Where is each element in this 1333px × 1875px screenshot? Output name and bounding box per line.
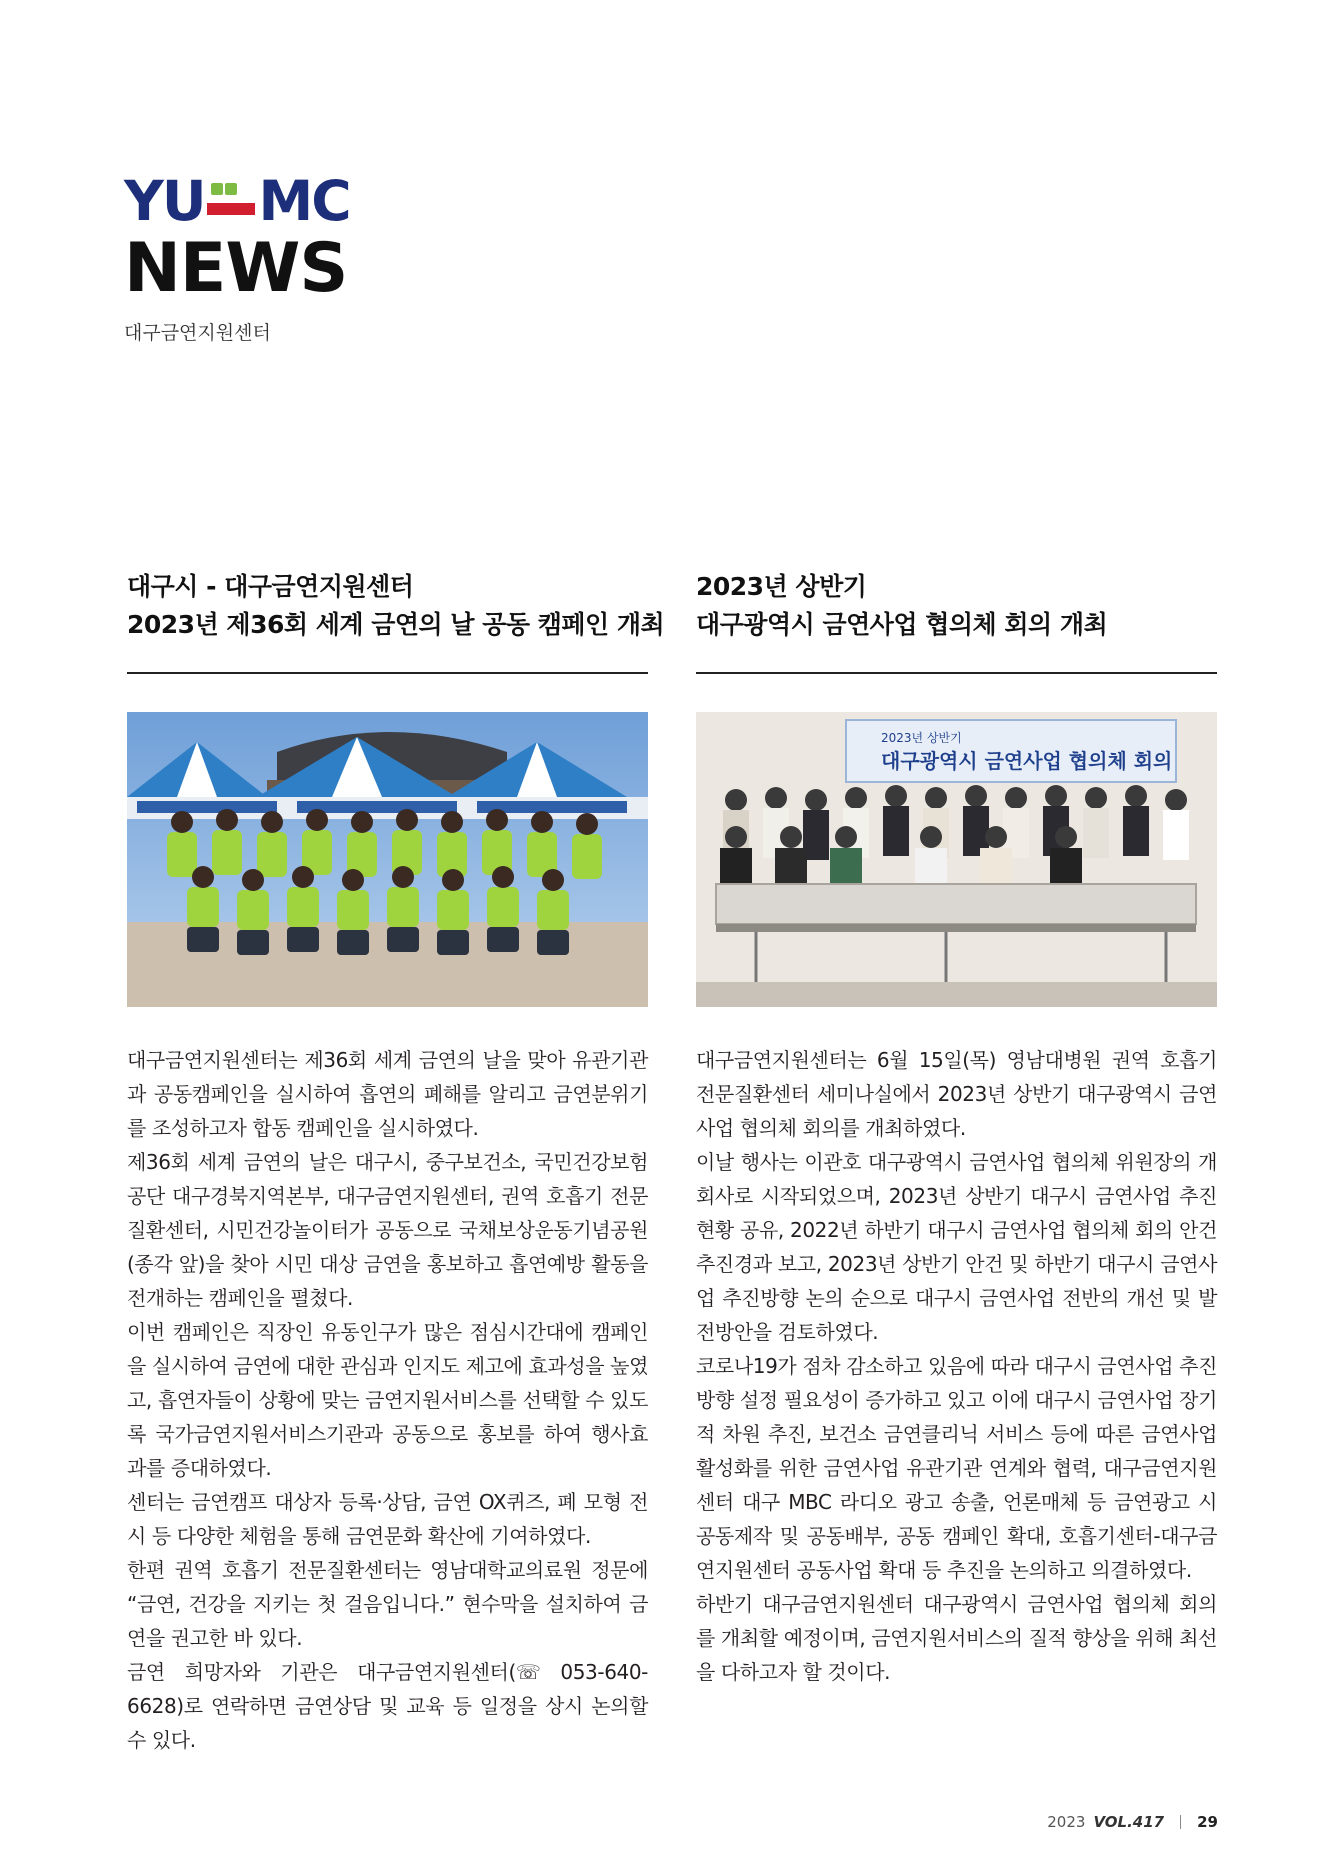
department-label: 대구금연지원센터 [124,322,271,344]
article-headline [696,568,1217,644]
headline-line-2: 2023년 제36회 세계 금연의 날 공동 캠페인 개최 [127,610,665,639]
footer-year: 2023 [1047,1813,1086,1831]
headline-line-1: 대구시 - 대구금연지원센터 [127,572,414,601]
article-council-meeting [696,568,1217,1689]
headline-divider [127,672,648,674]
article-paragraph: 대구금연지원센터는 제36회 세계 금연의 날을 맞아 유관기관과 공동캠페인을 실시하여 흡연의 폐해를 알리고 금연분위기를 조성하고자 합동 캠페인을 실시하였다. [127,1048,648,1140]
logo-text-yu: YU [124,169,205,233]
headline-line-2: 대구광역시 금연사업 협의체 회의 개최 [696,610,1108,639]
masthead-title: NEWS [124,229,348,308]
logo-cross-icon [207,179,255,223]
article-paragraph: 이날 행사는 이관호 대구광역시 금연사업 협의체 위원장의 개회사로 시작되었으며, 2023년 상반기 대구시 금연사업 추진 현황 공유, 2022년 하반기 대구시 금연사업 협의체 회의 안건 추진경과 보고, 2023년 상반기 안건 및 하반기 대구시 금연사업 추진방향 논의 순으로 대구시 금연사업 전반의 개선 및 발전방안을 검토하였다. [696,1150,1217,1344]
article-paragraph: 제36회 세계 금연의 날은 대구시, 중구보건소, 국민건강보험공단 대구경북지역본부, 대구금연지원센터, 권역 호흡기 전문질환센터, 시민건강놀이터가 공동으로 국채보상운동기념공원(종각 앞)을 찾아 시민 대상 금연을 홍보하고 흡연예방 활동을 전개하는 캠페인을 펼쳤다. [127,1150,648,1310]
article-body [127,1043,648,1757]
yumc-logo [124,169,350,233]
article-paragraph: 한편 권역 호흡기 전문질환센터는 영남대학교의료원 정문에 “금연, 건강을 지키는 첫 걸음입니다.” 현수막을 설치하여 금연을 권고한 바 있다. [127,1558,648,1650]
article-body [696,1043,1217,1689]
article-paragraph: 센터는 금연캠프 대상자 등록·상담, 금연 OX퀴즈, 폐 모형 전시 등 다양한 체험을 통해 금연문화 확산에 기여하였다. [127,1490,648,1548]
footer-separator [1180,1815,1181,1829]
article-paragraph: 금연 희망자와 기관은 대구금연지원센터(☏ 053-640-6628)로 연락하면 금연상담 및 교육 등 일정을 상시 논의할 수 있다. [127,1660,648,1752]
masthead [124,169,350,345]
headline-line-1: 2023년 상반기 [696,572,867,601]
logo-text-mc: MC [258,169,350,233]
article-paragraph: 대구금연지원센터는 6월 15일(목) 영남대병원 권역 호흡기 전문질환센터 세미나실에서 2023년 상반기 대구광역시 금연사업 협의체 회의를 개최하였다. [696,1048,1217,1140]
campaign-group-photo [127,712,648,1007]
article-paragraph: 하반기 대구금연지원센터 대구광역시 금연사업 협의체 회의를 개최할 예정이며, 금연지원서비스의 질적 향상을 위해 최선을 다하고자 할 것이다. [696,1592,1217,1684]
headline-divider [696,672,1217,674]
article-paragraph: 이번 캠페인은 직장인 유동인구가 많은 점심시간대에 캠페인을 실시하여 금연에 대한 관심과 인지도 제고에 효과성을 높였고, 흡연자들이 상황에 맞는 금연지원서비스를 선택할 수 있도록 국가금연지원서비스기관과 공동으로 홍보를 하여 행사효과를 증대하였다. [127,1320,648,1480]
article-headline [127,568,665,644]
article-world-no-tobacco-day [127,568,665,1757]
page-number: 29 [1197,1813,1218,1831]
page-footer [1047,1813,1218,1831]
banner-small-text: 2023년 상반기 [881,731,962,745]
meeting-group-photo [696,712,1217,1007]
footer-volume: VOL.417 [1093,1813,1165,1831]
article-paragraph: 코로나19가 점차 감소하고 있음에 따라 대구시 금연사업 추진방향 설정 필요성이 증가하고 있고 이에 대구시 금연사업 장기적 차원 추진, 보건소 금연클리닉 서비스 등에 따른 금연사업 활성화를 위한 금연사업 유관기관 연계와 협력, 대구금연지원센터 대구 MBC 라디오 광고 송출, 언론매체 등 금연광고 시 공동제작 및 공동배부, 공동 캠페인 확대, 호흡기센터-대구금연지원센터 공동사업 확대 등 추진을 논의하고 의결하였다. [696,1354,1217,1582]
banner-title-text: 대구광역시 금연사업 협의체 회의 [881,749,1173,773]
